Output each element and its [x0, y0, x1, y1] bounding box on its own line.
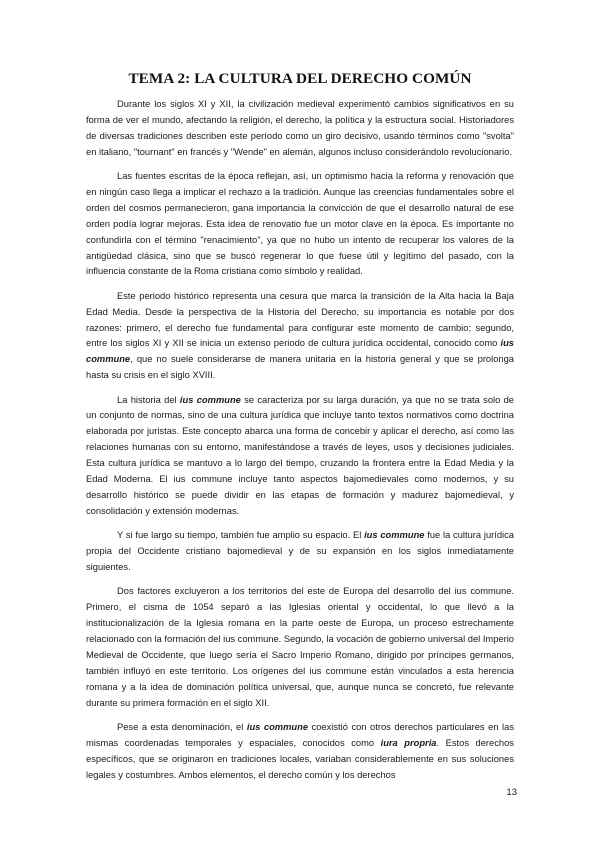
- emphasized-term: ius commune: [246, 721, 309, 732]
- paragraph-text: Este periodo histórico representa una cesura que marca la transición de la Alta hacia la Baja Edad Media. Desde la perspectiva de la Historia del Derecho, su importancia es notable por dos razones: primero, el derecho fue fundamental para configurar este momento de cambio; segundo, entre los siglos XI y XII se inicia un extenso periodo de cultura jurídica occidental, conocido como: [86, 290, 514, 349]
- paragraph-text: coexistió con otros derechos particulares en las mismas coordenadas temporales y espaciales, conocidos como: [86, 721, 515, 748]
- page-content: [86, 70, 514, 792]
- emphasized-term: ius commune: [364, 530, 425, 541]
- paragraph-text: Durante los siglos XI y XII, la civilización medieval experimentó cambios significativos en su forma de ver el mundo, afectando la religión, el derecho, la política y la estructura social. Historiadores de diversas tradiciones describen este período como un giro decisivo, usando términos como "svolta" en italiano, "tournant" en francés y "Wende" en alemán, algunos incluso considerándolo revolucionario.: [86, 99, 514, 157]
- body-paragraph: [86, 97, 514, 161]
- body-paragraph: [86, 289, 514, 384]
- paragraph-text: Pese a esta denominación, el: [117, 721, 247, 732]
- paragraph-text: Dos factores excluyeron a los territorios del este de Europa del desarrollo del ius commune. Primero, el cisma de 1054 separó a las Iglesias oriental y occidental, lo que llevó a la institucionalización de la Iglesia romana en la parte oeste de Europa, un proceso estrechamente relacionado con la formación del ius commune. Segundo, la vocación de gobierno universal del Imperio Medieval de Occidente, que luego sería el Sacro Imperio Romano, dirigido por príncipes germanos, también influyó en este territorio. Los orígenes del ius commune están vinculados a esta herencia romana y a la idea de dominación política universal, que, aunque nunca se concretó, fue relevante durante su primera formación en el siglo XII.: [86, 586, 514, 708]
- body-paragraph: [86, 528, 514, 576]
- emphasized-term: iura propria: [380, 737, 437, 748]
- paragraph-text: La historia del: [117, 394, 180, 405]
- emphasized-term: ius commune: [86, 338, 514, 365]
- paragraph-text: se caracteriza por su larga duración, ya que no se trata solo de un conjunto de normas, sino de una cultura jurídica que incluye tanto textos normativos como doctrina elaborada por juristas. Este concepto abarca una forma de concebir y aplicar el derecho, así como las relaciones humanas con su entorno, manifestándose a través de leyes, usos y decisiones judiciales. Esta cultura jurídica se mantuvo a lo largo del tiempo, cruzando la frontera entre la Edad Media y la Edad Moderna. El ius commune incluye tanto aspectos bajomedievales como modernos, y su desarrollo histórico se puede dividir en las etapas de formación y madurez bajomedieval, y consolidación y extensión modernas.: [86, 394, 514, 516]
- emphasized-term: ius commune: [179, 394, 241, 405]
- page-title: TEMA 2: LA CULTURA DEL DERECHO COMÚN: [128, 70, 472, 87]
- paragraph-text: Y si fue largo su tiempo, también fue amplio su espacio. El: [117, 530, 365, 541]
- body-paragraph: [86, 169, 514, 280]
- body-paragraph: [86, 720, 514, 784]
- paragraph-text: . Estos derechos específicos, que se originaron en tradiciones locales, variaban considerablemente en sus soluciones legales y costumbres. Ambos elementos, el derecho común y los derechos: [86, 737, 514, 780]
- page-number: 13: [506, 787, 517, 798]
- paragraph-text: Las fuentes escritas de la época reflejan, así, un optimismo hacia la reforma y renovación que en ningún caso llega a implicar el rechazo a la tradición. Aunque las creencias fundamentales sobre el orden del cosmos permanecieron, gana importancia la convicción de que el desarrollo natural de ese orden podía lograr mejoras. Esta idea de renovatio fue un motor clave en la época. Es importante no confundirla con el término "renacimiento", ya que no hubo un intento de recuperar los valores de la antigüedad clásica, sino que se buscó regenerar lo que fuese útil y legítimo del pasado, con la influencia constante de la Roma cristiana como símbolo y realidad.: [86, 171, 514, 277]
- body-text: [86, 97, 514, 784]
- paragraph-text: fue la cultura jurídica propia del Occidente cristiano bajomedieval y de su expansión en los siglos inmediatamente siguientes.: [86, 530, 514, 573]
- body-paragraph: [86, 584, 514, 711]
- paragraph-text: , que no suele considerarse de manera unitaria en la historia general y que se prolonga hasta su crisis en el siglo XVIII.: [86, 354, 514, 381]
- body-paragraph: [86, 393, 514, 520]
